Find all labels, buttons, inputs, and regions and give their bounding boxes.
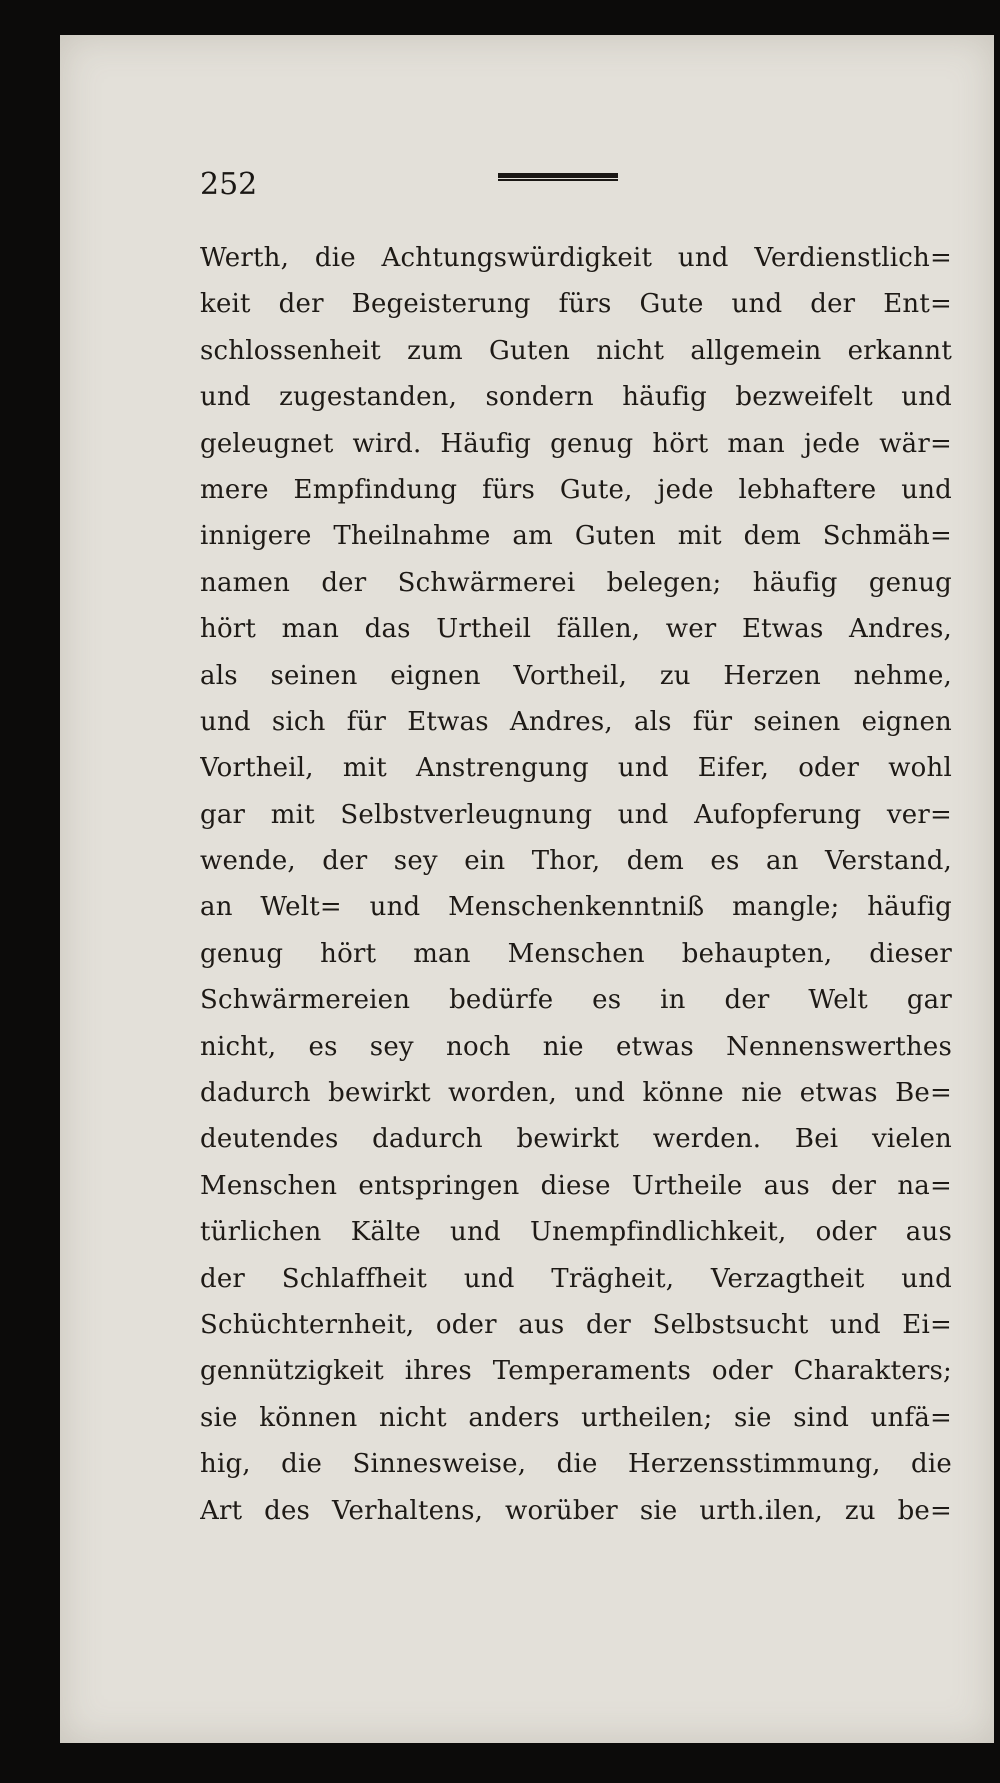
text-line: mere Empfindung fürs Gute, jede lebhaftere und [200,474,952,505]
text-line: hört man das Urtheil fällen, wer Etwas Andres, [200,614,952,645]
text-line: türlichen Kälte und Unempfindlichkeit, oder aus [200,1217,952,1248]
text-line: keit der Begeisterung fürs Gute und der Ent= [200,289,952,320]
text-line: schlossenheit zum Guten nicht allgemein erkannt [200,335,952,366]
text-line: deutendes dadurch bewirkt werden. Bei vielen [200,1124,952,1155]
book-page [60,35,994,1743]
text-line: Vortheil, mit Anstrengung und Eifer, oder wohl [200,753,952,784]
text-line: innigere Theilnahme am Guten mit dem Schmäh= [200,521,952,552]
text-line: hig, die Sinnesweise, die Herzensstimmung, die [200,1449,952,1480]
text-line: dadurch bewirkt worden, und könne nie etwas Be= [200,1078,952,1109]
text-line: geleugnet wird. Häufig genug hört man jede wär= [200,428,952,459]
text-line: gar mit Selbstverleugnung und Aufopferung ver= [200,799,952,830]
text-line: sie können nicht anders urtheilen; sie sind unfä= [200,1402,952,1433]
text-line: und zugestanden, sondern häufig bezweifelt und [200,382,952,413]
text-line: Schüchternheit, oder aus der Selbstsucht und Ei= [200,1309,952,1340]
text-line: als seinen eignen Vortheil, zu Herzen nehme, [200,660,952,691]
text-line: Werth, die Achtungswürdigkeit und Verdienstlich= [200,243,952,273]
text-line: gennützigkeit ihres Temperaments oder Charakters; [200,1356,952,1387]
text-line: an Welt= und Menschenkenntniß mangle; häufig [200,892,952,923]
body-text [200,235,952,1534]
text-line: und sich für Etwas Andres, als für seinen eignen [200,706,952,737]
text-line: Menschen entspringen diese Urtheile aus der na= [200,1170,952,1201]
text-line: wende, der sey ein Thor, dem es an Verstand, [200,846,952,877]
text-line: genug hört man Menschen behaupten, dieser [200,938,952,969]
text-line: nicht, es sey noch nie etwas Nennenswerthes [200,1031,952,1062]
text-line: Art des Verhaltens, worüber sie urth.ilen, zu be= [200,1495,952,1526]
header-rule [498,173,618,181]
text-line: der Schlaffheit und Trägheit, Verzagtheit und [200,1263,952,1294]
text-line: Schwärmereien bedürfe es in der Welt gar [200,985,952,1016]
text-line: namen der Schwärmerei belegen; häufig genug [200,567,952,598]
page-number: 252 [200,167,258,202]
